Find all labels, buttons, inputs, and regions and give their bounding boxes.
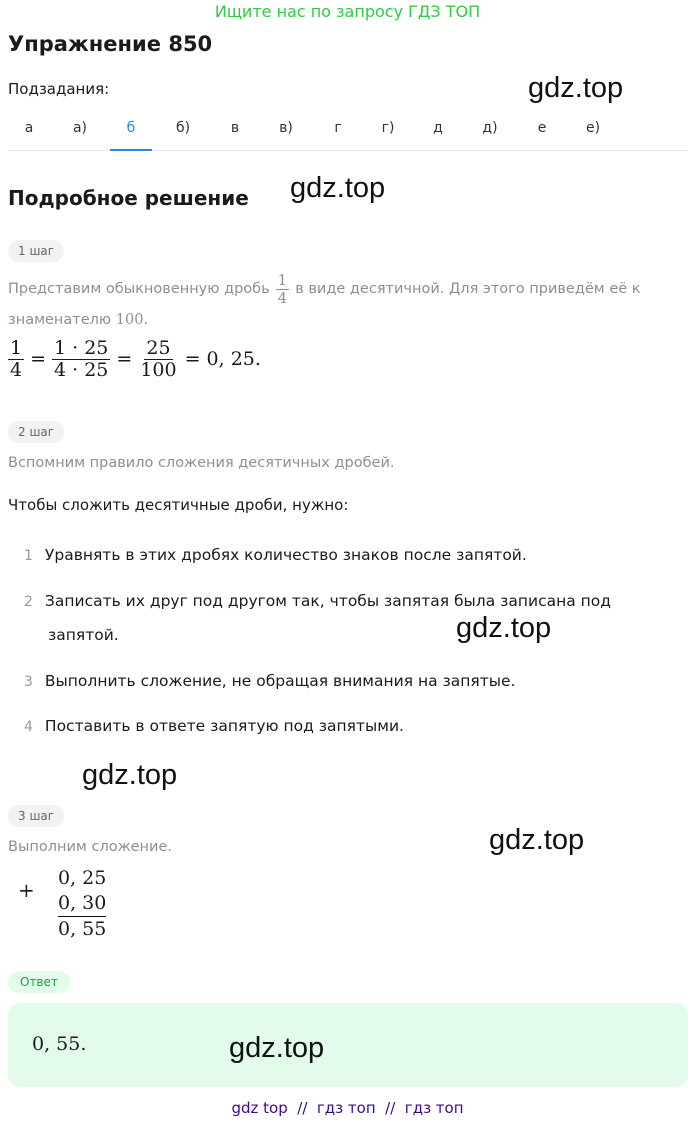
watermark: gdz.top [489,824,585,856]
list-item [24,546,527,564]
addend-2: 0, 30 [58,891,106,917]
fraction-numerator: 1 [277,271,288,289]
step1-text-a: Представим обыкновенную дробь [8,281,270,297]
step1-text [8,272,641,306]
tab-e-paren[interactable]: е) [585,120,601,136]
tab-v[interactable]: в [230,120,240,136]
answer-chip: Ответ [8,971,70,993]
list-item-number: 1 [24,548,33,564]
step1-text-c: знаменателю [8,312,112,328]
step3-note: Выполним сложение. [8,839,172,855]
step-chip: 1 шаг [8,240,64,262]
watermark: gdz.top [290,172,386,204]
fraction [138,338,178,381]
conversion-equation [8,338,261,381]
step2-intro: Чтобы сложить десятичные дроби, нужно: [8,496,349,514]
active-tab-indicator [110,149,152,151]
step1-text-b: в виде десятичной. Для этого приведём её к [295,281,641,297]
list-item-text: Уравнять в этих дробях количество знаков после запятой. [44,546,527,564]
addition-sum: 0, 55 [58,918,107,940]
tab-g[interactable]: г [334,120,342,136]
tab-e[interactable]: е [537,120,547,136]
fraction-denominator: 4 [277,288,288,307]
fraction [8,338,24,381]
equals-sign: = [116,348,133,371]
fraction-denominator: 4 · 25 [54,358,109,381]
tab-d-paren[interactable]: д) [482,120,498,136]
list-item [24,592,611,610]
step2-note: Вспомним правило сложения десятичных дробей. [8,455,395,471]
top-banner: Ищите нас по запросу ГДЗ ТОП [214,2,481,21]
step1-text-line2 [8,312,148,328]
tab-a[interactable]: а [24,120,34,136]
fraction-numerator: 1 · 25 [54,337,109,359]
target-denominator: 100. [115,312,149,328]
tab-b-paren[interactable]: б) [175,120,191,136]
tab-d[interactable]: д [433,120,443,136]
step-chip: 2 шаг [8,421,64,443]
addend-1: 0, 25 [58,867,107,889]
list-item-number: 2 [24,594,33,610]
tab-b[interactable]: б [126,120,136,136]
watermark: gdz.top [528,72,624,104]
step-chip: 3 шаг [8,805,64,827]
list-item [24,672,515,690]
fraction-numerator: 1 [10,337,23,359]
answer-box [8,1003,688,1087]
footer-links[interactable]: gdz top // гдз топ // гдз топ [231,1099,464,1117]
list-item-number: 3 [24,674,33,690]
fraction-denominator: 4 [10,358,23,381]
page-title: Упражнение 850 [8,32,213,56]
fraction [52,338,110,381]
answer-value: 0, 55. [32,1033,87,1055]
list-item [24,717,404,735]
plus-sign: + [18,878,35,902]
list-item-text: Поставить в ответе запятую под запятыми. [44,717,404,735]
subtask-tabs [8,114,688,151]
watermark: gdz.top [229,1032,325,1064]
list-item-number: 4 [24,719,33,735]
subtasks-label: Подзадания: [8,80,110,98]
list-item-continuation: запятой. [48,626,119,644]
equals-sign: = [30,348,47,371]
solution-heading: Подробное решение [8,186,249,210]
column-addition [58,866,106,942]
watermark: gdz.top [456,612,552,644]
tab-a-paren[interactable]: а) [72,120,88,136]
list-item-text: Записать их друг под другом так, чтобы запятая была записана под [44,592,611,610]
equation-result: = 0, 25. [184,348,261,371]
tab-v-paren[interactable]: в) [279,120,293,136]
list-item-text: Выполнить сложение, не обращая внимания на запятые. [44,672,516,690]
fraction-denominator: 100 [140,358,177,381]
tab-g-paren[interactable]: г) [381,120,395,136]
watermark: gdz.top [82,759,178,791]
inline-fraction [276,272,290,306]
fraction-numerator: 25 [146,337,171,359]
